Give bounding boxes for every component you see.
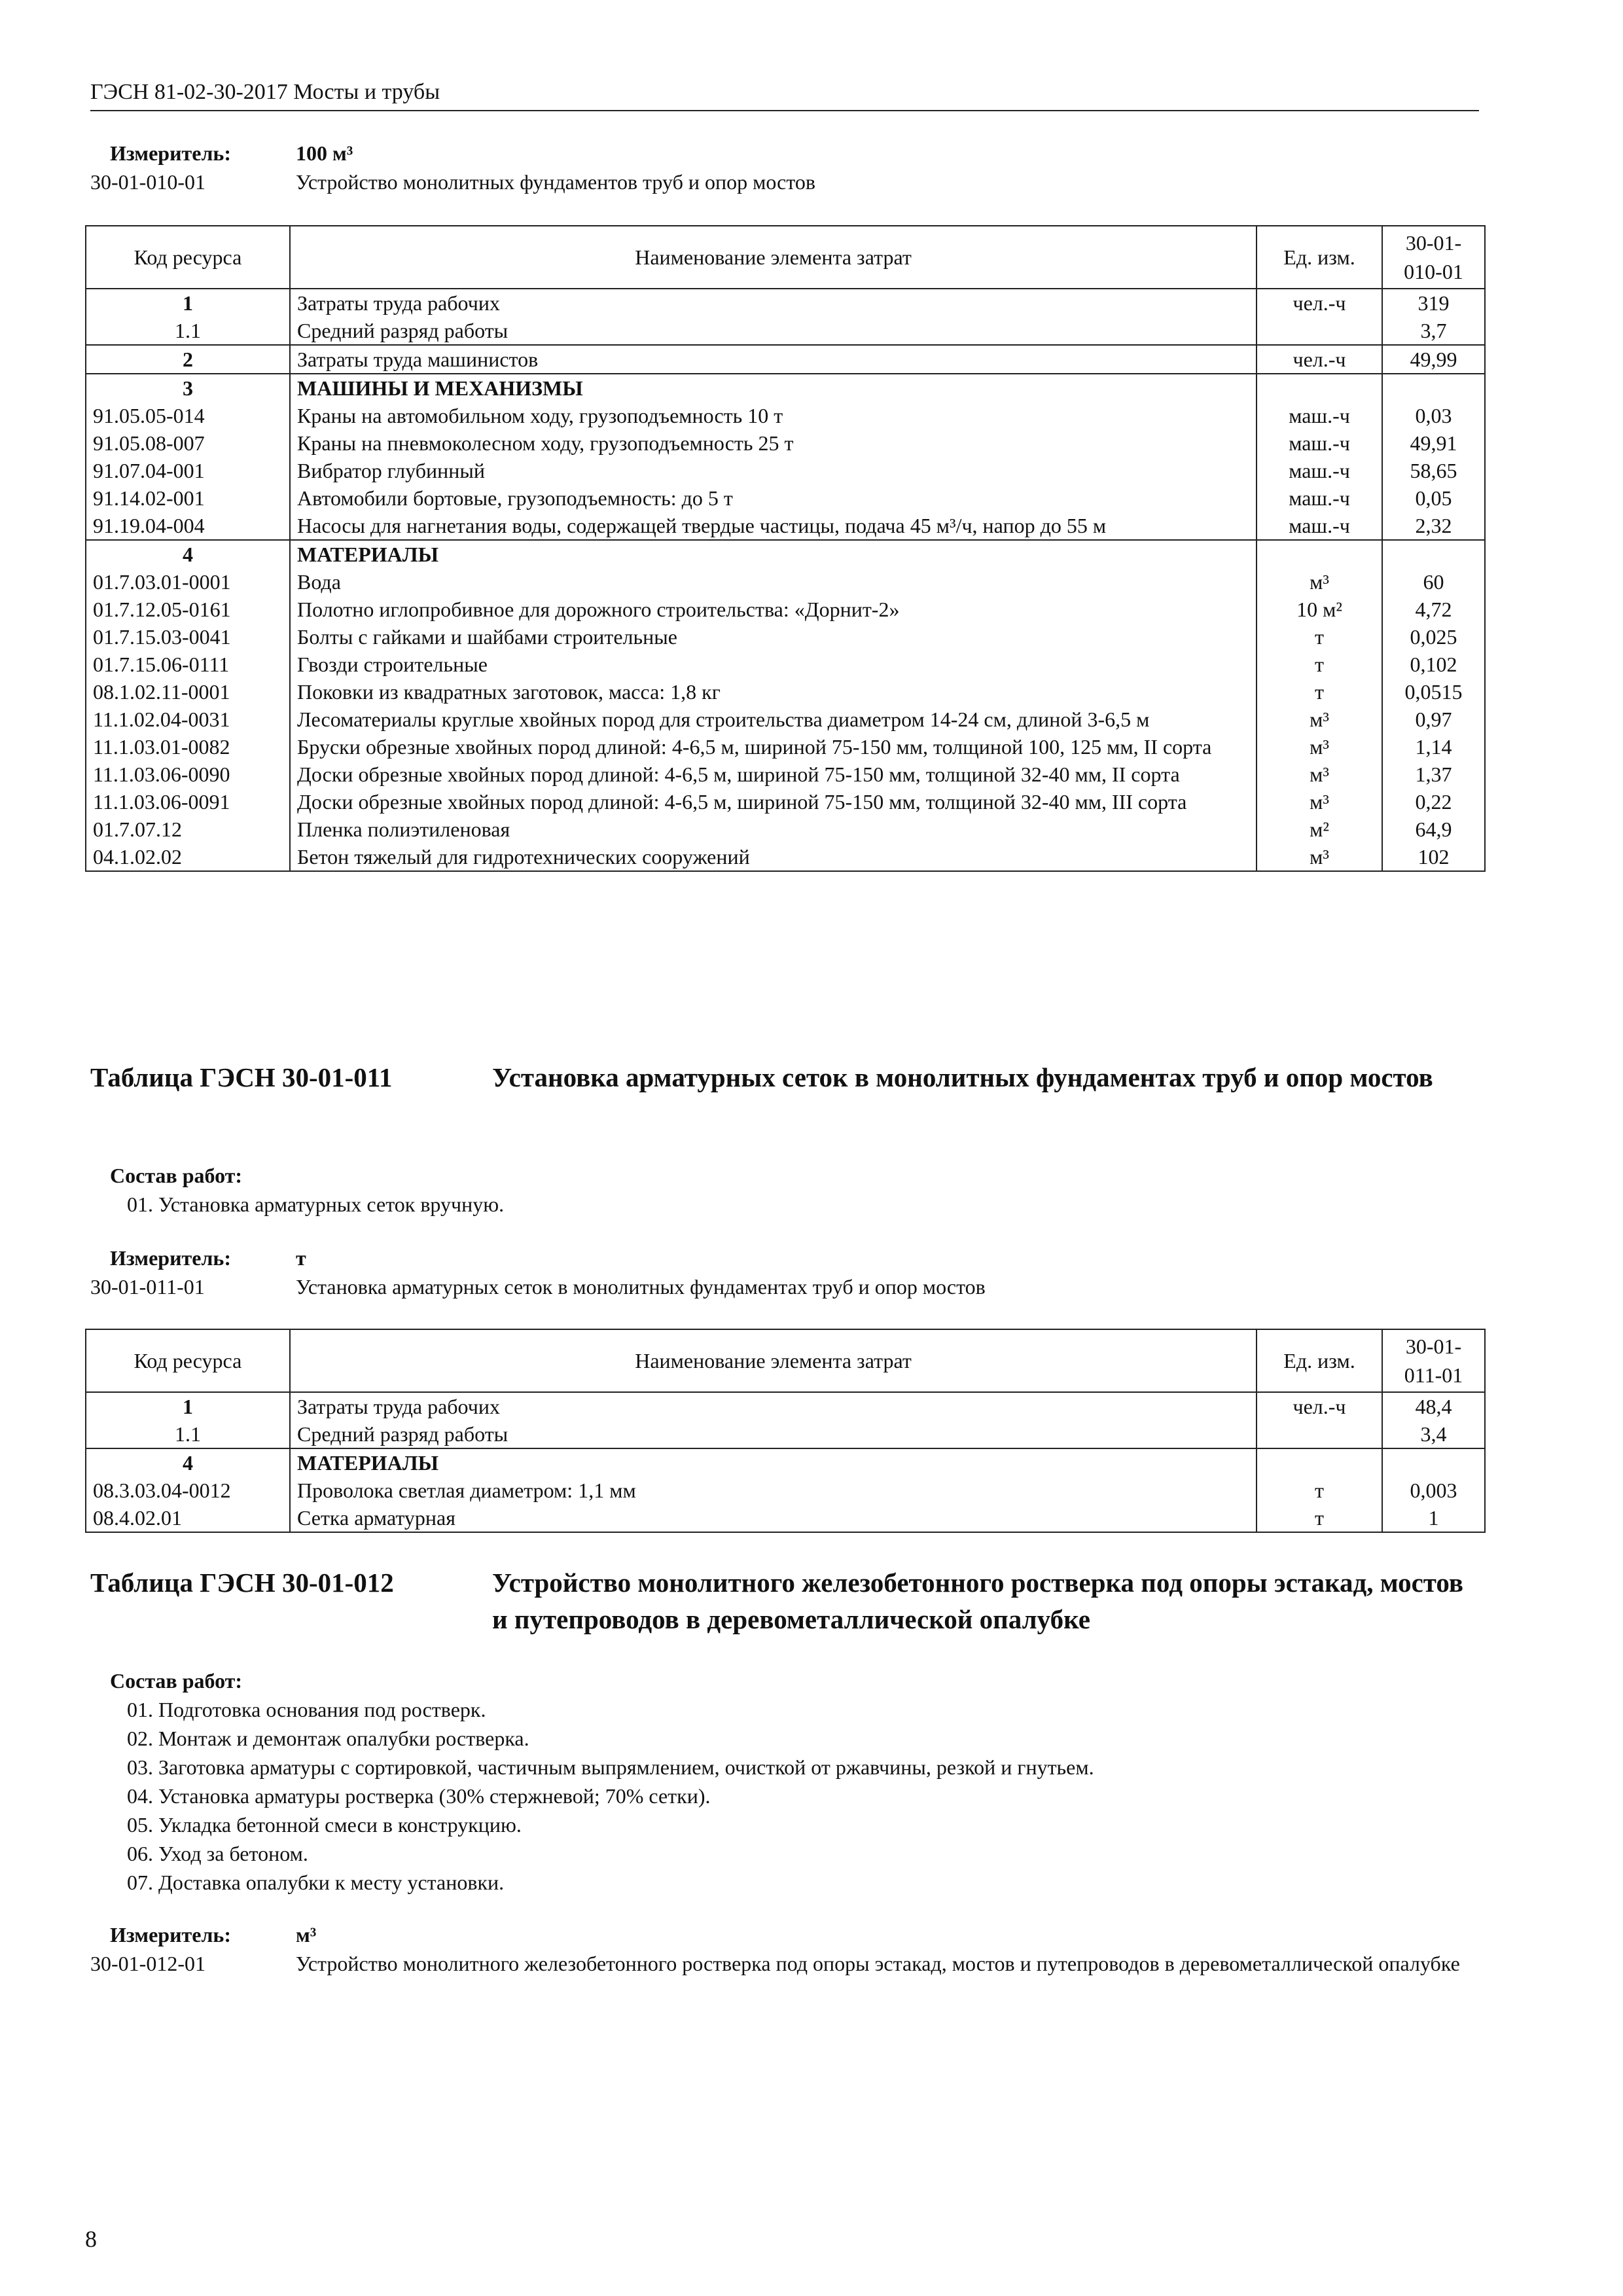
resource-unit: м² <box>1257 816 1382 843</box>
works-label: Состав работ: <box>110 1164 243 1187</box>
resource-value: 0,97 <box>1382 706 1485 733</box>
resource-name: Средний разряд работы <box>290 317 1257 345</box>
table-row <box>86 1448 1485 1477</box>
resource-code: 01.7.03.01-0001 <box>86 568 290 596</box>
table-row <box>86 1420 1485 1448</box>
resource-code: 11.1.03.06-0091 <box>86 788 290 816</box>
resource-value: 0,0515 <box>1382 678 1485 706</box>
resource-table-1 <box>85 225 1486 872</box>
resource-value: 4,72 <box>1382 596 1485 623</box>
measurer-label: Измеритель: <box>110 141 231 165</box>
norm-description: Устройство монолитного железобетонного ростверка под опоры эстакад, мостов и путепроводов в деревометаллической опалубке <box>296 1952 1460 1975</box>
resource-value: 60 <box>1382 568 1485 596</box>
resource-value: 2,32 <box>1382 512 1485 540</box>
resource-code: 08.3.03.04-0012 <box>86 1477 290 1504</box>
work-item: 02. Монтаж и демонтаж опалубки ростверка. <box>127 1727 529 1750</box>
table-title-text: Устройство монолитного железобетонного ростверка под опоры эстакад, мостов и путепроводов в деревометаллической опалубке <box>492 1568 1464 1634</box>
resource-code: 08.1.02.11-0001 <box>86 678 290 706</box>
resource-unit: т <box>1257 1504 1382 1532</box>
resource-value: 64,9 <box>1382 816 1485 843</box>
col-code-header: Код ресурса <box>86 1329 290 1392</box>
resource-value: 3,7 <box>1382 317 1485 345</box>
measurer-unit: 100 м³ <box>296 141 353 165</box>
resource-code: 01.7.15.06-0111 <box>86 651 290 678</box>
table-header-row <box>86 1329 1485 1392</box>
table-row <box>86 816 1485 843</box>
table-row <box>86 788 1485 816</box>
resource-unit: м³ <box>1257 788 1382 816</box>
resource-unit: чел.-ч <box>1257 1392 1382 1420</box>
resource-name: Затраты труда машинистов <box>290 345 1257 374</box>
col-norm-line2: 011-01 <box>1404 1363 1463 1387</box>
work-item: 01. Подготовка основания под ростверк. <box>127 1698 486 1721</box>
table-row <box>86 374 1485 402</box>
resource-unit: маш.-ч <box>1257 429 1382 457</box>
resource-name: Автомобили бортовые, грузоподъемность: до 5 т <box>290 484 1257 512</box>
resource-value: 0,102 <box>1382 651 1485 678</box>
resource-value <box>1382 540 1485 568</box>
works-block-2 <box>90 1161 1479 1219</box>
norm-code: 30-01-010-01 <box>90 170 205 194</box>
resource-unit: м³ <box>1257 843 1382 871</box>
resource-code: 4 <box>86 1448 290 1477</box>
resource-unit: чел.-ч <box>1257 345 1382 374</box>
resource-unit: т <box>1257 678 1382 706</box>
resource-table-2 <box>85 1329 1486 1533</box>
col-norm-header <box>1382 1329 1485 1392</box>
work-item: 07. Доставка опалубки к месту установки. <box>127 1871 505 1894</box>
table-row <box>86 457 1485 484</box>
resource-name: Сетка арматурная <box>290 1504 1257 1532</box>
resource-code: 91.19.04-004 <box>86 512 290 540</box>
resource-value: 102 <box>1382 843 1485 871</box>
table-row <box>86 623 1485 651</box>
resource-value: 319 <box>1382 289 1485 317</box>
col-norm-line2: 010-01 <box>1404 260 1463 283</box>
resource-name: Вибратор глубинный <box>290 457 1257 484</box>
work-item: 06. Уход за бетоном. <box>127 1842 308 1865</box>
resource-code: 4 <box>86 540 290 568</box>
resource-unit: т <box>1257 1477 1382 1504</box>
resource-name: Лесоматериалы круглые хвойных пород для строительства диаметром 14-24 см, длиной 3-6,5 м <box>290 706 1257 733</box>
resource-name: Насосы для нагнетания воды, содержащей твердые частицы, подача 45 м³/ч, напор до 55 м <box>290 512 1257 540</box>
measurer-block-2 <box>90 1244 1479 1301</box>
resource-name: Полотно иглопробивное для дорожного строительства: «Дорнит-2» <box>290 596 1257 623</box>
table-number: Таблица ГЭСН 30-01-012 <box>90 1568 394 1598</box>
resource-code: 04.1.02.02 <box>86 843 290 871</box>
resource-name: Затраты труда рабочих <box>290 1392 1257 1420</box>
table-title-2 <box>90 1059 1479 1096</box>
resource-value: 0,03 <box>1382 402 1485 429</box>
resource-name: Средний разряд работы <box>290 1420 1257 1448</box>
resource-unit: маш.-ч <box>1257 512 1382 540</box>
resource-code: 1 <box>86 289 290 317</box>
col-norm-line1: 30-01- <box>1405 1335 1462 1358</box>
resource-name: Краны на автомобильном ходу, грузоподъемность 10 т <box>290 402 1257 429</box>
resource-name: Вода <box>290 568 1257 596</box>
resource-name: Краны на пневмоколесном ходу, грузоподъемность 25 т <box>290 429 1257 457</box>
col-unit-header: Ед. изм. <box>1257 226 1382 289</box>
col-unit-header: Ед. изм. <box>1257 1329 1382 1392</box>
resource-unit: маш.-ч <box>1257 457 1382 484</box>
resource-code: 11.1.02.04-0031 <box>86 706 290 733</box>
resource-unit: чел.-ч <box>1257 289 1382 317</box>
resource-name: Доски обрезные хвойных пород длиной: 4-6,5 м, шириной 75-150 мм, толщиной 32-40 мм, III сорта <box>290 788 1257 816</box>
resource-value: 48,4 <box>1382 1392 1485 1420</box>
measurer-unit: т <box>296 1246 306 1270</box>
resource-unit: т <box>1257 623 1382 651</box>
resource-value: 0,05 <box>1382 484 1485 512</box>
measurer-unit: м³ <box>296 1923 317 1946</box>
resource-value: 0,003 <box>1382 1477 1485 1504</box>
table-number: Таблица ГЭСН 30-01-011 <box>90 1062 393 1092</box>
measurer-label: Измеритель: <box>110 1923 231 1946</box>
resource-code: 11.1.03.06-0090 <box>86 761 290 788</box>
resource-code: 91.14.02-001 <box>86 484 290 512</box>
resource-unit: м³ <box>1257 706 1382 733</box>
resource-unit <box>1257 317 1382 345</box>
norm-code: 30-01-011-01 <box>90 1275 205 1299</box>
work-item: 01. Установка арматурных сеток вручную. <box>127 1193 505 1216</box>
resource-name: Болты с гайками и шайбами строительные <box>290 623 1257 651</box>
resource-name: Бетон тяжелый для гидротехнических сооружений <box>290 843 1257 871</box>
resource-value: 49,99 <box>1382 345 1485 374</box>
table-row <box>86 1477 1485 1504</box>
measurer-block-3 <box>90 1920 1479 1978</box>
table-row <box>86 596 1485 623</box>
table-row <box>86 706 1485 733</box>
norm-description: Установка арматурных сеток в монолитных фундаментах труб и опор мостов <box>296 1275 986 1299</box>
resource-name: Бруски обрезные хвойных пород длиной: 4-6,5 м, шириной 75-150 мм, толщиной 100, 125 мм, II сорта <box>290 733 1257 761</box>
resource-value: 0,22 <box>1382 788 1485 816</box>
resource-code: 01.7.12.05-0161 <box>86 596 290 623</box>
resource-value: 3,4 <box>1382 1420 1485 1448</box>
resource-code: 91.05.05-014 <box>86 402 290 429</box>
work-item: 03. Заготовка арматуры с сортировкой, частичным выпрямлением, очисткой от ржавчины, резкой и гнутьем. <box>127 1755 1094 1779</box>
table-row <box>86 345 1485 374</box>
resource-value <box>1382 374 1485 402</box>
resource-unit: 10 м² <box>1257 596 1382 623</box>
resource-name: МАШИНЫ И МЕХАНИЗМЫ <box>290 374 1257 402</box>
resource-name: Пленка полиэтиленовая <box>290 816 1257 843</box>
work-item: 04. Установка арматуры ростверка (30% стержневой; 70% сетки). <box>127 1784 711 1808</box>
resource-name: Затраты труда рабочих <box>290 289 1257 317</box>
resource-name: Гвозди строительные <box>290 651 1257 678</box>
resource-unit <box>1257 374 1382 402</box>
resource-value: 1,37 <box>1382 761 1485 788</box>
table-row <box>86 761 1485 788</box>
table-row <box>86 484 1485 512</box>
col-norm-header <box>1382 226 1485 289</box>
resource-value: 1,14 <box>1382 733 1485 761</box>
table-row <box>86 651 1485 678</box>
resource-name: Поковки из квадратных заготовок, масса: 1,8 кг <box>290 678 1257 706</box>
resource-value: 49,91 <box>1382 429 1485 457</box>
works-block-3 <box>90 1666 1479 1897</box>
resource-code: 1.1 <box>86 1420 290 1448</box>
resource-code: 91.05.08-007 <box>86 429 290 457</box>
resource-value: 1 <box>1382 1504 1485 1532</box>
resource-unit <box>1257 1448 1382 1477</box>
measurer-label: Измеритель: <box>110 1246 231 1270</box>
table-row <box>86 733 1485 761</box>
resource-unit: т <box>1257 651 1382 678</box>
measurer-block-1 <box>90 139 1479 196</box>
resource-unit <box>1257 1420 1382 1448</box>
work-item: 05. Укладка бетонной смеси в конструкцию. <box>127 1813 522 1837</box>
col-name-header: Наименование элемента затрат <box>290 1329 1257 1392</box>
table-row <box>86 1392 1485 1420</box>
resource-code: 3 <box>86 374 290 402</box>
resource-value: 58,65 <box>1382 457 1485 484</box>
resource-value: 0,025 <box>1382 623 1485 651</box>
resource-unit <box>1257 540 1382 568</box>
resource-code: 11.1.03.01-0082 <box>86 733 290 761</box>
col-norm-line1: 30-01- <box>1405 231 1462 255</box>
works-label: Состав работ: <box>110 1669 243 1693</box>
resource-name: Проволока светлая диаметром: 1,1 мм <box>290 1477 1257 1504</box>
table-row <box>86 317 1485 345</box>
table-row <box>86 540 1485 568</box>
col-name-header: Наименование элемента затрат <box>290 226 1257 289</box>
resource-unit: маш.-ч <box>1257 484 1382 512</box>
col-code-header: Код ресурса <box>86 226 290 289</box>
norm-description: Устройство монолитных фундаментов труб и опор мостов <box>296 170 816 194</box>
resource-unit: м³ <box>1257 568 1382 596</box>
resource-code: 01.7.07.12 <box>86 816 290 843</box>
resource-unit: м³ <box>1257 761 1382 788</box>
table-header-row <box>86 226 1485 289</box>
table-row <box>86 429 1485 457</box>
resource-unit: м³ <box>1257 733 1382 761</box>
resource-name: МАТЕРИАЛЫ <box>290 540 1257 568</box>
table-row <box>86 512 1485 540</box>
resource-value <box>1382 1448 1485 1477</box>
table-row <box>86 1504 1485 1532</box>
norm-code: 30-01-012-01 <box>90 1952 205 1975</box>
resource-name: Доски обрезные хвойных пород длиной: 4-6,5 м, шириной 75-150 мм, толщиной 32-40 мм, II сорта <box>290 761 1257 788</box>
running-header: ГЭСН 81-02-30-2017 Мосты и трубы <box>90 77 1479 111</box>
resource-code: 2 <box>86 345 290 374</box>
resource-name: МАТЕРИАЛЫ <box>290 1448 1257 1477</box>
table-row <box>86 843 1485 871</box>
table-row <box>86 568 1485 596</box>
resource-code: 01.7.15.03-0041 <box>86 623 290 651</box>
resource-code: 91.07.04-001 <box>86 457 290 484</box>
resource-code: 08.4.02.01 <box>86 1504 290 1532</box>
table-row <box>86 289 1485 317</box>
resource-unit: маш.-ч <box>1257 402 1382 429</box>
table-row <box>86 402 1485 429</box>
table-title-3 <box>90 1564 1479 1638</box>
table-title-text: Установка арматурных сеток в монолитных фундаментах труб и опор мостов <box>492 1062 1433 1092</box>
table-row <box>86 678 1485 706</box>
resource-code: 1 <box>86 1392 290 1420</box>
resource-code: 1.1 <box>86 317 290 345</box>
page-number: 8 <box>85 2226 97 2252</box>
